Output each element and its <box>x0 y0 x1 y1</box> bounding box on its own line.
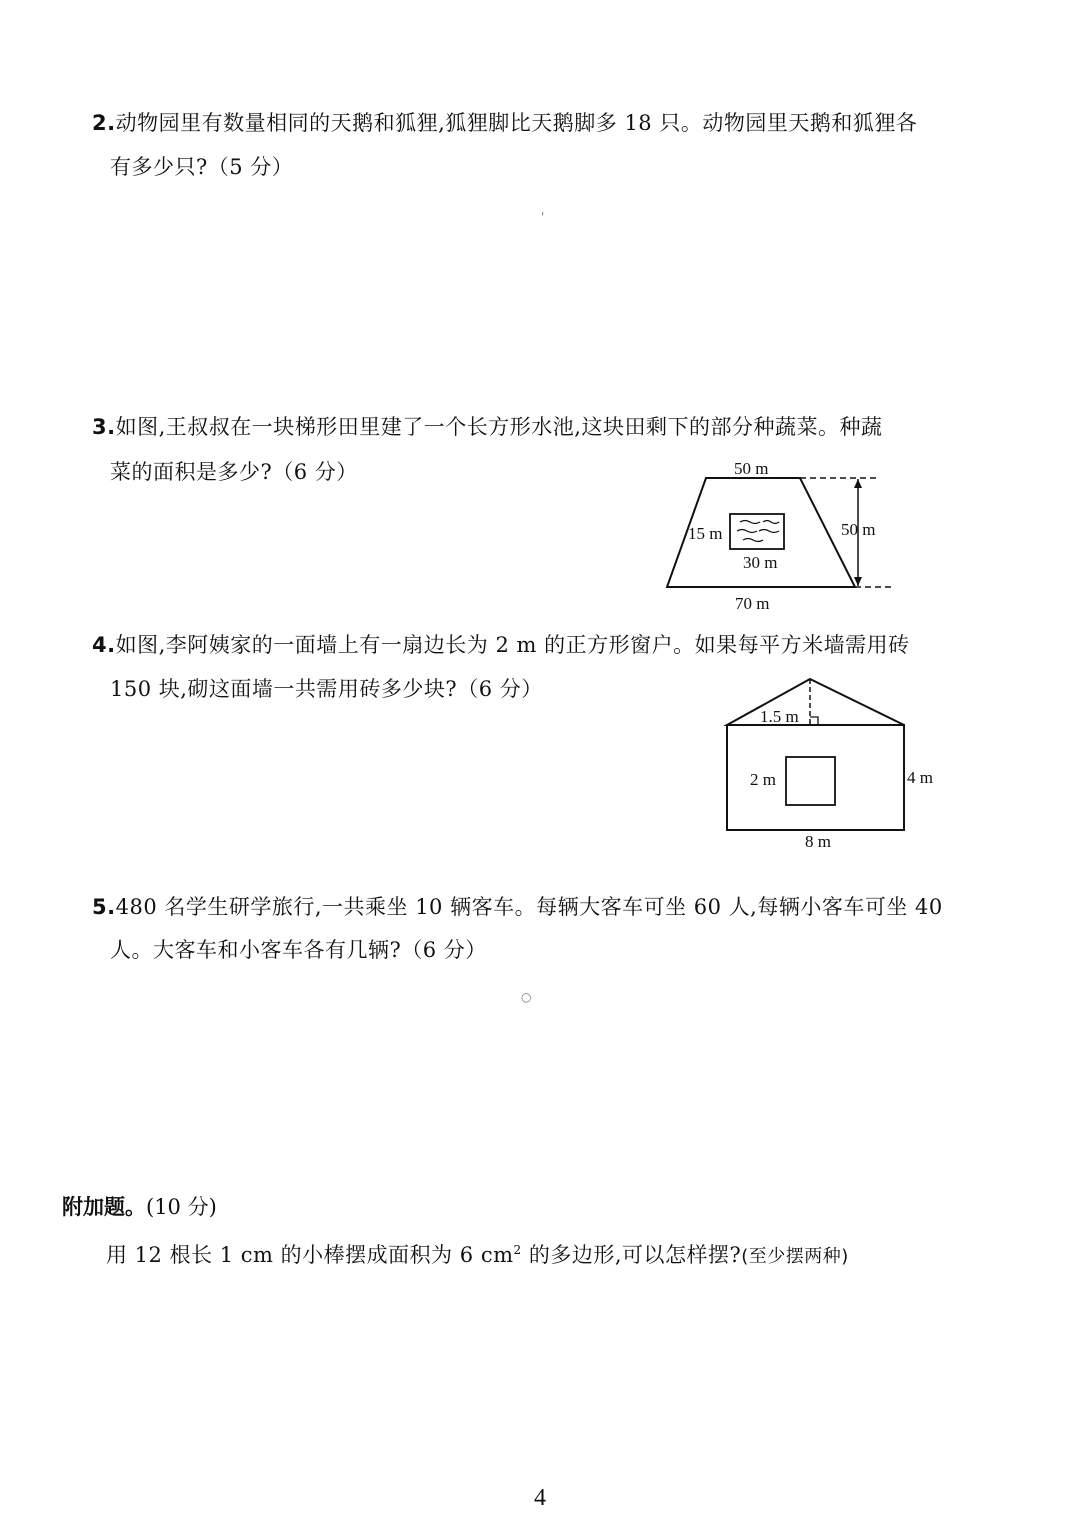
label-height: 50 m <box>841 520 876 539</box>
label-wall-width: 8 m <box>805 832 831 851</box>
height-arrowhead-bottom <box>854 577 862 586</box>
label-window-side: 2 m <box>750 770 776 789</box>
label-triangle-height: 1.5 m <box>760 707 799 726</box>
label-bottom-base: 70 m <box>735 594 770 613</box>
bonus-score: (10 分) <box>146 1195 217 1219</box>
q3-line1 <box>92 412 882 442</box>
height-arrowhead-top <box>854 479 862 488</box>
pool-water-icon <box>737 521 779 542</box>
q2-line1 <box>92 108 917 138</box>
label-wall-height: 4 m <box>907 768 933 787</box>
page-number: 4 <box>534 1485 546 1511</box>
bonus-text-before: 用 12 根长 1 cm 的小棒摆成面积为 6 cm <box>106 1243 514 1267</box>
square-window <box>786 757 835 805</box>
q5-line2: 人。大客车和小客车各有几辆?（6 分） <box>110 938 487 962</box>
q3-line2: 菜的面积是多少?（6 分） <box>110 460 358 484</box>
label-pool-width: 15 m <box>688 524 723 543</box>
bonus-text-after: 的多边形,可以怎样摆? <box>521 1243 742 1267</box>
label-top-base: 50 m <box>734 459 769 478</box>
q3-text: 如图,王叔叔在一块梯形田里建了一个长方形水池,这块田剩下的部分种蔬菜。种蔬 <box>115 415 883 439</box>
q5-text: 480 名学生研学旅行,一共乘坐 10 辆客车。每辆大客车可坐 60 人,每辆小客车可坐 40 <box>115 895 943 919</box>
trapezoid-field-figure <box>655 452 895 617</box>
q4-line1 <box>92 630 910 660</box>
q3-number: 3. <box>92 415 116 439</box>
q4-text: 如图,李阿姨家的一面墙上有一扇边长为 2 m 的正方形窗户。如果每平方米墙需用砖 <box>115 633 910 657</box>
wall-triangle <box>727 679 904 725</box>
bonus-heading <box>62 1192 217 1222</box>
q4-number: 4. <box>92 633 116 657</box>
wall-figure <box>715 670 945 855</box>
right-angle-mark <box>810 717 818 725</box>
scan-speck: ○ <box>521 990 532 1004</box>
bonus-question <box>106 1235 849 1272</box>
q5-line1 <box>92 892 943 922</box>
q5-number: 5. <box>92 895 116 919</box>
scan-speck: ' <box>541 210 545 224</box>
q2-number: 2. <box>92 111 116 135</box>
q2-text: 动物园里有数量相同的天鹅和狐狸,狐狸脚比天鹅脚多 18 只。动物园里天鹅和狐狸各 <box>115 111 918 135</box>
q2-line2: 有多少只?（5 分） <box>110 155 294 179</box>
bonus-note: (至少摆两种) <box>741 1246 849 1267</box>
q4-line2: 150 块,砌这面墙一共需用砖多少块?（6 分） <box>110 677 543 701</box>
label-pool-length: 30 m <box>743 553 778 572</box>
bonus-superscript: 2 <box>513 1243 522 1257</box>
bonus-title: 附加题。 <box>62 1195 146 1219</box>
